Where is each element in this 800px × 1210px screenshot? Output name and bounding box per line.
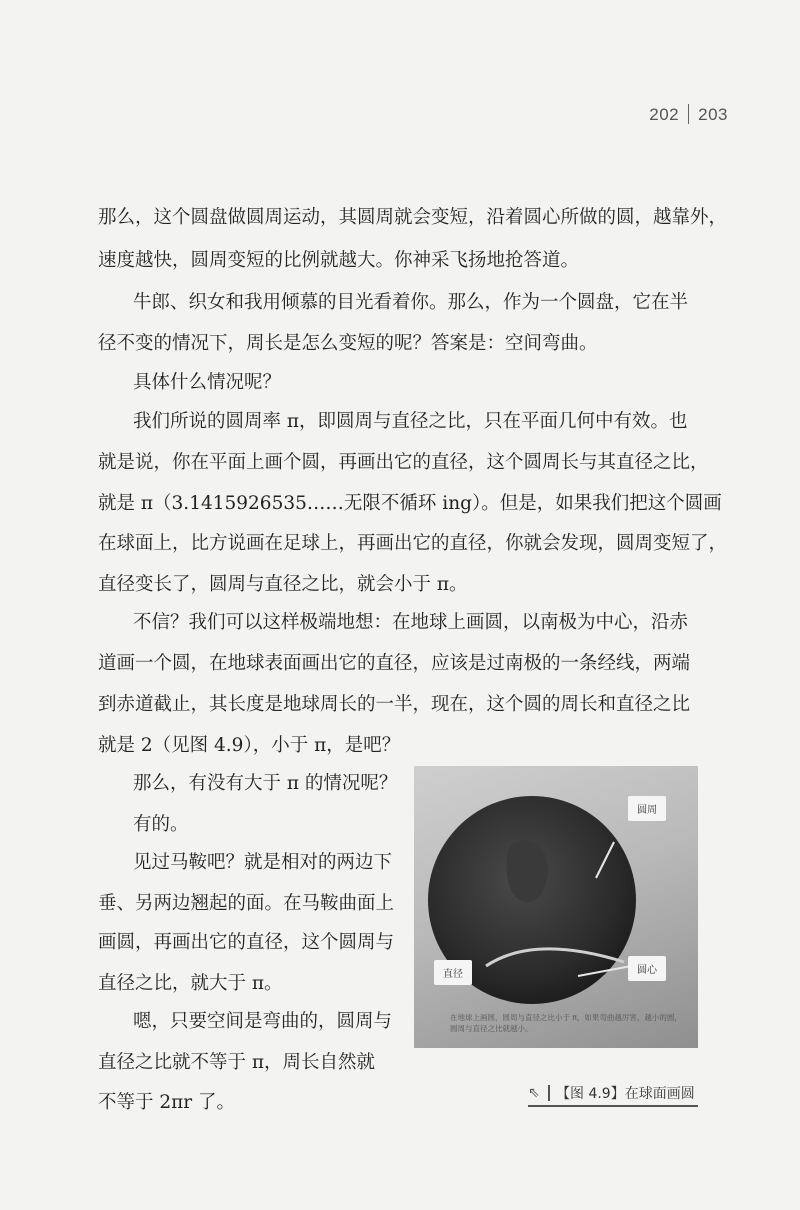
label-center: 圆心 <box>628 956 666 981</box>
body-line: 直径变长了，圆周与直径之比，就会小于 π。 <box>98 574 468 595</box>
body-line: 速度越快，圆周变短的比例就越大。你神采飞扬地抢答道。 <box>98 250 580 271</box>
page-number-left: 202 <box>649 105 680 124</box>
body-line: 在球面上，比方说画在足球上，再画出它的直径，你就会发现，圆周变短了， <box>98 533 728 554</box>
body-line: 嗯，只要空间是弯曲的，圆周与 <box>133 1011 393 1032</box>
arrow-up-left-icon: ⇖ <box>528 1085 540 1101</box>
figure-caption-text: 【图 4.9】在球面画圆 <box>556 1086 695 1102</box>
body-line: 画圆，再画出它的直径，这个圆周与 <box>98 932 395 953</box>
body-line: 直径之比，就大于 π。 <box>98 973 283 994</box>
figure-note: 在地球上画圆，圆周与直径之比小于 π，如果弯曲越厉害，越小的圆，圆周与直径之比就越小。 <box>450 1013 682 1033</box>
page-number-divider <box>688 104 689 124</box>
body-line: 就是说，你在平面上画个圆，再画出它的直径，这个圆周长与其直径之比， <box>98 452 709 473</box>
body-line: 径不变的情况下，周长是怎么变短的呢？答案是：空间弯曲。 <box>98 333 598 354</box>
body-line: 道画一个圆，在地球表面画出它的直径，应该是过南极的一条经线，两端 <box>98 653 691 674</box>
body-line: 不信？我们可以这样极端地想：在地球上画圆，以南极为中心，沿赤 <box>133 612 689 633</box>
caption-divider <box>548 1085 550 1101</box>
body-line: 我们所说的圆周率 π，即圆周与直径之比，只在平面几何中有效。也 <box>133 411 688 432</box>
body-line: 那么，有没有大于 π 的情况呢？ <box>133 773 398 794</box>
body-line: 牛郎、织女和我用倾慕的目光看着你。那么，作为一个圆盘，它在半 <box>133 292 689 313</box>
body-line: 不等于 2πr 了。 <box>98 1092 236 1113</box>
page-number-right: 203 <box>698 105 728 124</box>
page-numbers <box>649 104 728 125</box>
label-circumference: 圆周 <box>628 796 666 821</box>
body-line: 见过马鞍吧？就是相对的两边下 <box>133 852 393 873</box>
body-line: 具体什么情况呢？ <box>133 372 282 393</box>
label-diameter: 直径 <box>434 960 472 985</box>
body-line: 有的。 <box>133 814 189 835</box>
body-line: 那么，这个圆盘做圆周运动，其圆周就会变短，沿着圆心所做的圆，越靠外， <box>98 207 728 228</box>
figure-caption <box>528 1081 698 1107</box>
body-line: 垂、另两边翘起的面。在马鞍曲面上 <box>98 893 395 914</box>
body-line: 就是 2（见图 4.9），小于 π，是吧？ <box>98 735 401 756</box>
body-line: 直径之比就不等于 π，周长自然就 <box>98 1052 376 1073</box>
body-line: 就是 π（3.1415926535……无限不循环 ing）。但是，如果我们把这个圆画 <box>98 493 722 514</box>
figure-sphere-circle <box>414 766 698 1048</box>
body-line: 到赤道截止，其长度是地球周长的一半，现在，这个圆的周长和直径之比 <box>98 694 691 715</box>
